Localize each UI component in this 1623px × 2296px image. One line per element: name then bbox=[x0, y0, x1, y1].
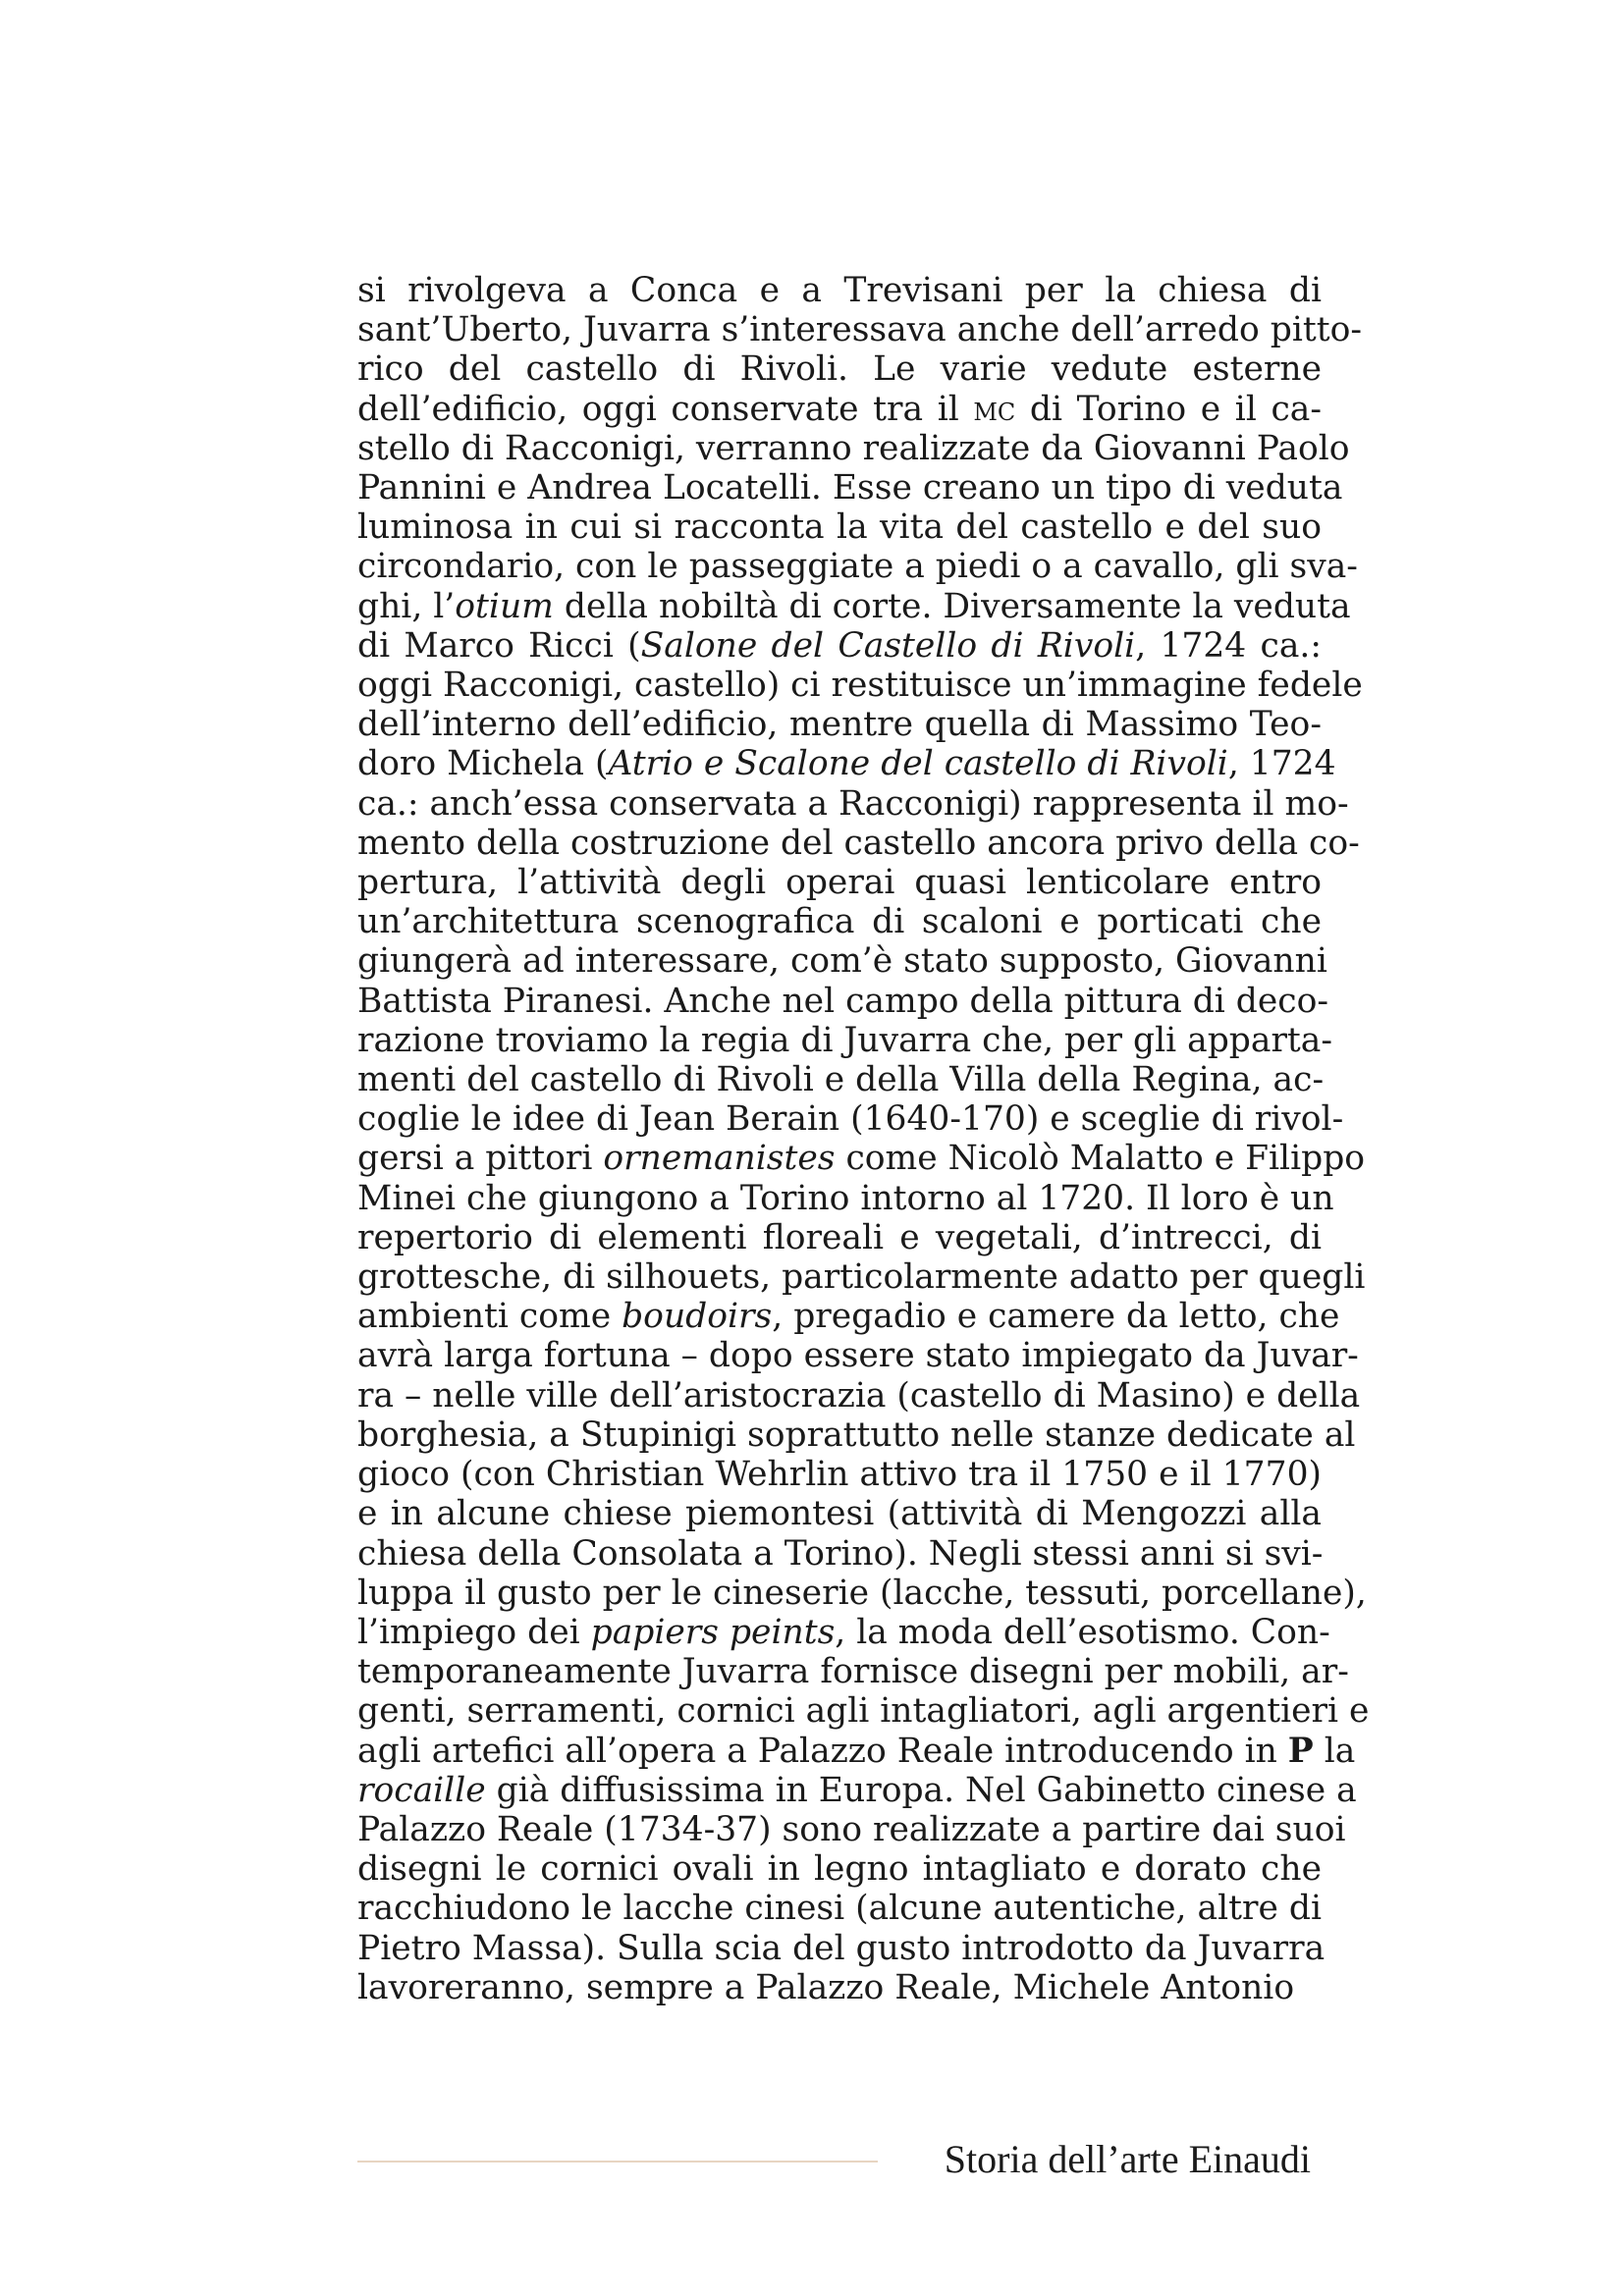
text-line: pertura, l’attività degli operai quasi lenticolare entro bbox=[357, 863, 1322, 903]
text-line: ambienti come boudoirs, pregadio e camere da letto, che bbox=[357, 1297, 1340, 1337]
text-line: ca.: anch’essa conservata a Racconigi) rappresenta il mo- bbox=[357, 783, 1349, 824]
bold-text: P bbox=[1287, 1731, 1314, 1771]
footer-title: Storia dell’arte Einaudi bbox=[944, 2137, 1311, 2181]
text-line: genti, serramenti, cornici agli intagliatori, agli argentieri e bbox=[357, 1691, 1370, 1732]
text-line: dell’interno dell’edificio, mentre quella di Massimo Teo- bbox=[357, 705, 1322, 745]
text-line: ra – nelle ville dell’aristocrazia (castello di Masino) e della bbox=[357, 1375, 1361, 1415]
text-line: sant’Uberto, Juvarra s’interessava anche dell’arredo pitto- bbox=[357, 310, 1363, 350]
text-line: giungerà ad interessare, com’è stato supposto, Giovanni bbox=[357, 941, 1327, 982]
small-caps-text: mc bbox=[973, 389, 1016, 429]
text-line: rocaille già diffusissima in Europa. Nel Gabinetto cinese a bbox=[357, 1770, 1357, 1810]
text-line: Palazzo Reale (1734-37) sono realizzate a partire dai suoi bbox=[357, 1809, 1346, 1849]
text-line: mento della costruzione del castello ancora privo della co- bbox=[357, 823, 1360, 863]
italic-text: papiers peints bbox=[590, 1612, 836, 1652]
text-line: ghi, l’otium della nobiltà di corte. Diversamente la veduta bbox=[357, 586, 1351, 626]
text-line: rico del castello di Rivoli. Le varie vedute esterne bbox=[357, 349, 1322, 390]
text-line: coglie le idee di Jean Berain (1640-170) e sceglie di rivol- bbox=[357, 1099, 1344, 1140]
text-line: un’architettura scenografica di scaloni e porticati che bbox=[357, 902, 1322, 942]
italic-text: boudoirs bbox=[622, 1297, 773, 1337]
italic-text: ornemanistes bbox=[603, 1139, 836, 1179]
text-line: Minei che giungono a Torino intorno al 1720. Il loro è un bbox=[357, 1178, 1334, 1218]
text-line: gioco (con Christian Wehrlin attivo tra il 1750 e il 1770) bbox=[357, 1455, 1322, 1495]
text-line: dell’edificio, oggi conservate tra il mc di Torino e il ca- bbox=[357, 389, 1322, 429]
body-text bbox=[357, 271, 1370, 2007]
text-line: l’impiego dei papiers peints, la moda dell’esotismo. Con- bbox=[357, 1612, 1330, 1652]
italic-text: Atrio e Scalone del castello di Rivoli bbox=[608, 744, 1228, 784]
text-line: oggi Racconigi, castello) ci restituisce un’immagine fedele bbox=[357, 666, 1363, 706]
text-line: luppa il gusto per le cineserie (lacche, tessuti, porcellane), bbox=[357, 1573, 1367, 1613]
text-line: Battista Piranesi. Anche nel campo della pittura di deco- bbox=[357, 981, 1329, 1021]
text-line: disegni le cornici ovali in legno intagliato e dorato che bbox=[357, 1849, 1322, 1890]
text-line: repertorio di elementi floreali e vegetali, d’intrecci, di bbox=[357, 1217, 1322, 1257]
text-line: luminosa in cui si racconta la vita del castello e del suo bbox=[357, 507, 1322, 548]
text-line: racchiudono le lacche cinesi (alcune autentiche, altre di bbox=[357, 1889, 1322, 1929]
text-line: chiesa della Consolata a Torino). Negli stessi anni si svi- bbox=[357, 1533, 1324, 1574]
footer-rule bbox=[357, 2161, 878, 2163]
text-line: borghesia, a Stupinigi soprattutto nelle stanze dedicate al bbox=[357, 1415, 1356, 1455]
text-line: e in alcune chiese piemontesi (attività di Mengozzi alla bbox=[357, 1494, 1322, 1534]
text-line: Pietro Massa). Sulla scia del gusto introdotto da Juvarra bbox=[357, 1928, 1325, 1968]
text-line: stello di Racconigi, verranno realizzate da Giovanni Paolo bbox=[357, 428, 1350, 468]
text-line: temporaneamente Juvarra fornisce disegni per mobili, ar- bbox=[357, 1652, 1349, 1692]
italic-text: rocaille bbox=[357, 1770, 486, 1810]
text-line: circondario, con le passeggiate a piedi o a cavallo, gli sva- bbox=[357, 547, 1358, 587]
text-line: si rivolgeva a Conca e a Trevisani per la chiesa di bbox=[357, 271, 1322, 310]
text-line: Pannini e Andrea Locatelli. Esse creano un tipo di veduta bbox=[357, 468, 1343, 508]
text-line: agli artefici all’opera a Palazzo Reale introducendo in P la bbox=[357, 1731, 1356, 1771]
text-line: doro Michela (Atrio e Scalone del castello di Rivoli, 1724 bbox=[357, 744, 1336, 784]
italic-text: Salone del Castello di Rivoli bbox=[640, 625, 1136, 666]
text-line: di Marco Ricci (Salone del Castello di Rivoli, 1724 ca.: bbox=[357, 625, 1323, 666]
text-line: lavoreranno, sempre a Palazzo Reale, Michele Antonio bbox=[357, 1967, 1295, 2007]
text-line: gersi a pittori ornemanistes come Nicolò Malatto e Filippo bbox=[357, 1139, 1366, 1179]
italic-text: otium bbox=[455, 586, 554, 626]
text-line: avrà larga fortuna – dopo essere stato impiegato da Juvar- bbox=[357, 1336, 1359, 1376]
text-line: razione troviamo la regia di Juvarra che, per gli apparta- bbox=[357, 1020, 1333, 1060]
text-line: menti del castello di Rivoli e della Villa della Regina, ac- bbox=[357, 1060, 1325, 1100]
text-line: grottesche, di silhouets, particolarmente adatto per quegli bbox=[357, 1257, 1366, 1298]
